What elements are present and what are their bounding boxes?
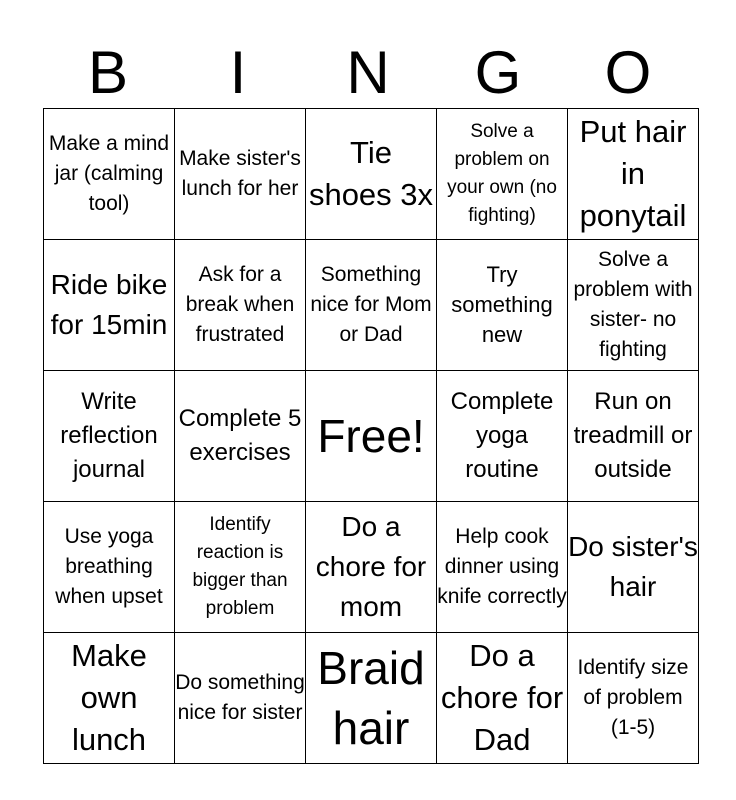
cell-text: Run on treadmill or outside xyxy=(573,388,693,483)
cell-text: Write reflection journal xyxy=(60,388,158,483)
bingo-header xyxy=(43,38,693,108)
bingo-cell-r5-c2[interactable] xyxy=(175,633,306,764)
bingo-cell-r4-c5[interactable] xyxy=(568,502,699,633)
cell-text: Do something nice for sister xyxy=(175,671,305,724)
bingo-cell-r2-c2[interactable] xyxy=(175,240,306,371)
bingo-cell-r3-c5[interactable] xyxy=(568,371,699,502)
cell-text: Use yoga breathing when upset xyxy=(55,525,163,608)
bingo-cell-r2-c5[interactable] xyxy=(568,240,699,371)
cell-text: Something nice for Mom or Dad xyxy=(310,263,432,346)
bingo-cell-r1-c5[interactable] xyxy=(568,109,699,240)
cell-text: Help cook dinner using knife correctly xyxy=(437,525,567,608)
cell-text: Solve a problem with sister- no fighting xyxy=(573,248,693,361)
bingo-cell-r1-c1[interactable] xyxy=(44,109,175,240)
bingo-cell-r4-c3[interactable] xyxy=(306,502,437,633)
cell-text: Put hair in ponytail xyxy=(579,114,687,233)
cell-text: Tie shoes 3x xyxy=(308,135,434,212)
bingo-cell-r4-c1[interactable] xyxy=(44,502,175,633)
cell-text: Make a mind jar (calming tool) xyxy=(48,132,170,215)
cell-text: Identify size of problem (1-5) xyxy=(577,656,689,739)
bingo-cell-free[interactable] xyxy=(306,371,437,502)
bingo-cell-r1-c3[interactable] xyxy=(306,109,437,240)
header-letter-o: O xyxy=(604,39,652,106)
cell-text: Try something new xyxy=(451,262,553,347)
bingo-cell-r5-c5[interactable] xyxy=(568,633,699,764)
cell-text: Ride bike for 15min xyxy=(50,269,168,340)
bingo-cell-r1-c4[interactable] xyxy=(437,109,568,240)
bingo-cell-r2-c4[interactable] xyxy=(437,240,568,371)
header-letter-n: N xyxy=(346,39,390,106)
bingo-cell-r4-c2[interactable] xyxy=(175,502,306,633)
bingo-cell-r2-c1[interactable] xyxy=(44,240,175,371)
bingo-grid xyxy=(43,108,699,764)
cell-text: Make sister's lunch for her xyxy=(179,147,301,200)
header-letter-b: B xyxy=(87,39,129,106)
bingo-row xyxy=(44,633,699,764)
bingo-cell-r5-c4[interactable] xyxy=(437,633,568,764)
header-letter-i: I xyxy=(229,39,247,106)
bingo-row xyxy=(44,371,699,502)
bingo-cell-r4-c4[interactable] xyxy=(437,502,568,633)
bingo-row xyxy=(44,109,699,240)
bingo-cell-r3-c2[interactable] xyxy=(175,371,306,502)
bingo-cell-r3-c4[interactable] xyxy=(437,371,568,502)
bingo-row xyxy=(44,240,699,371)
cell-text: Complete 5 exercises xyxy=(178,405,302,466)
bingo-cell-r1-c2[interactable] xyxy=(175,109,306,240)
cell-text: Solve a problem on your own (no fighting) xyxy=(447,121,557,226)
cell-text: Do sister's hair xyxy=(568,531,698,602)
bingo-cell-r3-c1[interactable] xyxy=(44,371,175,502)
header-letter-g: G xyxy=(474,39,522,106)
cell-text: Do a chore for mom xyxy=(315,511,427,622)
bingo-cell-r5-c1[interactable] xyxy=(44,633,175,764)
cell-text: Braid hair xyxy=(317,642,425,754)
free-space-text: Free! xyxy=(317,410,425,462)
bingo-cell-r2-c3[interactable] xyxy=(306,240,437,371)
bingo-row xyxy=(44,502,699,633)
bingo-cell-r5-c3[interactable] xyxy=(306,633,437,764)
cell-text: Make own lunch xyxy=(71,638,147,757)
cell-text: Do a chore for Dad xyxy=(440,638,564,757)
cell-text: Complete yoga routine xyxy=(450,388,554,483)
cell-text: Identify reaction is bigger than problem xyxy=(192,514,288,619)
cell-text: Ask for a break when frustrated xyxy=(185,263,295,346)
